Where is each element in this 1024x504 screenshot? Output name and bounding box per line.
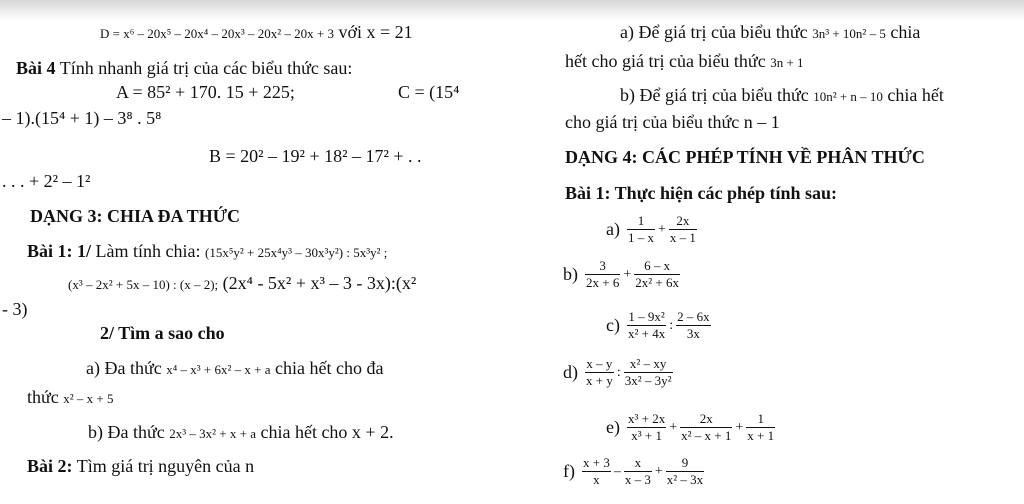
fraction-numerator: 3 <box>585 258 620 275</box>
fraction-denominator: 2x² + 6x <box>635 275 679 290</box>
exercise-f-fraction-2 <box>624 455 652 488</box>
right-a-label: a) Để giá trị của biểu thức <box>620 22 808 42</box>
exercise-f <box>563 455 705 488</box>
bai1-line-2 <box>68 272 416 296</box>
problem-b-polynomial: 2x³ – 3x² + x + a <box>169 426 256 441</box>
exercise-a-fraction-1 <box>627 213 655 246</box>
exercise-c-label: c) <box>606 315 620 335</box>
bai2-text: Tìm giá trị nguyên của n <box>76 456 255 476</box>
operator: : <box>669 317 674 333</box>
right-bai1-heading: Bài 1: Thực hiện các phép tính sau: <box>565 183 838 203</box>
exercise-c <box>606 309 712 342</box>
operator: + <box>657 221 666 237</box>
bai2-line <box>27 455 254 477</box>
right-b-label: b) Để giá trị của biểu thức <box>620 85 809 105</box>
right-b-line <box>620 84 944 108</box>
fraction-denominator: x – 1 <box>669 230 696 245</box>
fraction-denominator: 3x² – 3y² <box>624 373 672 388</box>
exercise-e-label: e) <box>606 417 620 437</box>
operator: + <box>654 463 663 479</box>
exercise-d-label: d) <box>563 362 578 382</box>
d-expression-line <box>100 21 413 45</box>
dang3-heading: DẠNG 3: CHIA ĐA THỨC <box>30 206 241 226</box>
bai1-label: Bài 1: 1/ <box>27 241 92 261</box>
exercise-e <box>606 411 776 444</box>
problem-a-text: chia hết cho đa <box>274 358 384 378</box>
exercise-b-label: b) <box>563 264 578 284</box>
fraction-denominator: x³ + 1 <box>631 428 662 443</box>
problem-a-divisor: x² – x + 5 <box>63 391 114 406</box>
right-a-text: chia <box>890 22 921 42</box>
fraction-denominator: x <box>593 472 600 487</box>
fraction-denominator: 3x <box>686 326 700 341</box>
bai1-expression-2: (x³ – 2x² + 5x – 10) : (x – 2); <box>68 277 219 292</box>
bai1-text: Làm tính chia: <box>95 241 201 261</box>
d-expression: D = x⁶ – 20x⁵ – 20x⁴ – 20x³ – 20x² – 20x + 3 <box>100 26 334 41</box>
fraction-denominator: x² – 3x <box>666 472 704 487</box>
bai1-line <box>27 240 387 264</box>
dang4-heading: DẠNG 4: CÁC PHÉP TÍNH VỀ PHÂN THỨC <box>565 147 925 167</box>
exercise-f-fraction-1 <box>582 455 611 488</box>
fraction-numerator: 2 – 6x <box>677 309 710 324</box>
right-a-line <box>620 21 920 45</box>
exercise-b-fraction-2 <box>634 258 680 291</box>
exercise-c-fraction-1 <box>627 309 666 342</box>
right-a-cont <box>565 50 804 74</box>
fraction-numerator: 1 – 9x² <box>628 309 665 324</box>
fraction-numerator: 1 <box>746 411 775 428</box>
fraction-numerator: x <box>624 455 652 472</box>
c-expression-start: C = (15⁴ <box>398 82 460 102</box>
find-a-heading: 2/ Tìm a sao cho <box>100 323 225 343</box>
exercise-e-fraction-1 <box>627 411 666 444</box>
right-b-expression: 10n² + n – 10 <box>813 89 883 104</box>
operator: + <box>735 419 744 435</box>
problem-b-text: chia hết cho x + 2. <box>260 422 394 442</box>
fraction-numerator: 2x <box>669 213 697 230</box>
exercise-a <box>606 213 698 246</box>
fraction-denominator: 2x + 6 <box>586 275 620 290</box>
problem-a-cont-text: thức <box>27 387 59 407</box>
fraction-denominator: x – 3 <box>624 472 651 487</box>
problem-b-line <box>88 421 394 445</box>
problem-a-line <box>86 357 383 381</box>
right-a-divisor: 3n + 1 <box>770 55 804 70</box>
top-shadow <box>0 0 1024 20</box>
fraction-numerator: x² – xy <box>624 356 673 373</box>
a-expression: A = 85² + 170. 15 + 225; <box>116 82 295 102</box>
fraction-denominator: x + 1 <box>747 428 775 443</box>
exercise-a-fraction-2 <box>669 213 697 246</box>
operator: – <box>613 463 621 479</box>
problem-a-cont <box>27 386 113 410</box>
fraction-denominator: x + y <box>586 373 613 388</box>
exercise-d-fraction-1 <box>585 356 614 389</box>
fraction-numerator: 6 – x <box>634 258 680 275</box>
operator: + <box>623 266 632 282</box>
bai2-label: Bài 2: <box>27 456 73 476</box>
fraction-numerator: 9 <box>666 455 704 472</box>
bai4-heading <box>16 57 352 79</box>
right-b-cont: cho giá trị của biểu thức n – 1 <box>565 112 780 132</box>
problem-a-polynomial: x⁴ – x³ + 6x² – x + a <box>166 362 271 377</box>
fraction-numerator: x – y <box>586 356 613 371</box>
c-expression-cont: – 1).(15⁴ + 1) – 3⁸ . 5⁸ <box>2 108 162 128</box>
fraction-denominator: x² – x + 1 <box>681 428 732 443</box>
exercise-b-fraction-1 <box>585 258 620 291</box>
b-expression: B = 20² – 19² + 18² – 17² + . . <box>209 146 422 166</box>
problem-a-label: a) Đa thức <box>86 358 162 378</box>
right-a-expression: 3n³ + 10n² – 5 <box>812 26 886 41</box>
bai1-expression-3: (2x⁴ - 5x² + x³ – 3 - 3x):(x² <box>222 273 417 293</box>
right-a-cont-text: hết cho giá trị của biểu thức <box>565 51 766 71</box>
bai1-expression-3-cont: - 3) <box>2 299 28 319</box>
exercise-e-fraction-2 <box>680 411 732 444</box>
bai4-text: Tính nhanh giá trị của các biểu thức sau: <box>59 58 353 78</box>
operator: : <box>616 364 621 380</box>
problem-b-label: b) Đa thức <box>88 422 165 442</box>
exercise-c-fraction-2 <box>676 309 711 342</box>
b-expression-cont: . . . + 2² – 1² <box>2 171 91 191</box>
fraction-denominator: 1 – x <box>627 230 654 245</box>
bai4-label: Bài 4 <box>16 58 56 78</box>
d-with-value: với x = 21 <box>338 22 413 42</box>
fraction-numerator: x + 3 <box>583 455 610 470</box>
bai1-expression-1: (15x⁵y² + 25x⁴y³ – 30x³y²) : 5x³y² ; <box>204 245 388 260</box>
fraction-denominator: x² + 4x <box>627 326 666 341</box>
fraction-numerator: 2x <box>680 411 732 428</box>
exercise-d <box>563 356 674 389</box>
exercise-f-label: f) <box>563 461 575 481</box>
exercise-e-fraction-3 <box>746 411 775 444</box>
operator: + <box>669 419 678 435</box>
fraction-numerator: x³ + 2x <box>627 411 666 426</box>
exercise-f-fraction-3 <box>666 455 704 488</box>
exercise-b <box>563 258 681 291</box>
right-b-text: chia hết <box>887 85 944 105</box>
exercise-a-label: a) <box>606 219 620 239</box>
exercise-d-fraction-2 <box>624 356 673 389</box>
fraction-numerator: 1 <box>627 213 655 230</box>
